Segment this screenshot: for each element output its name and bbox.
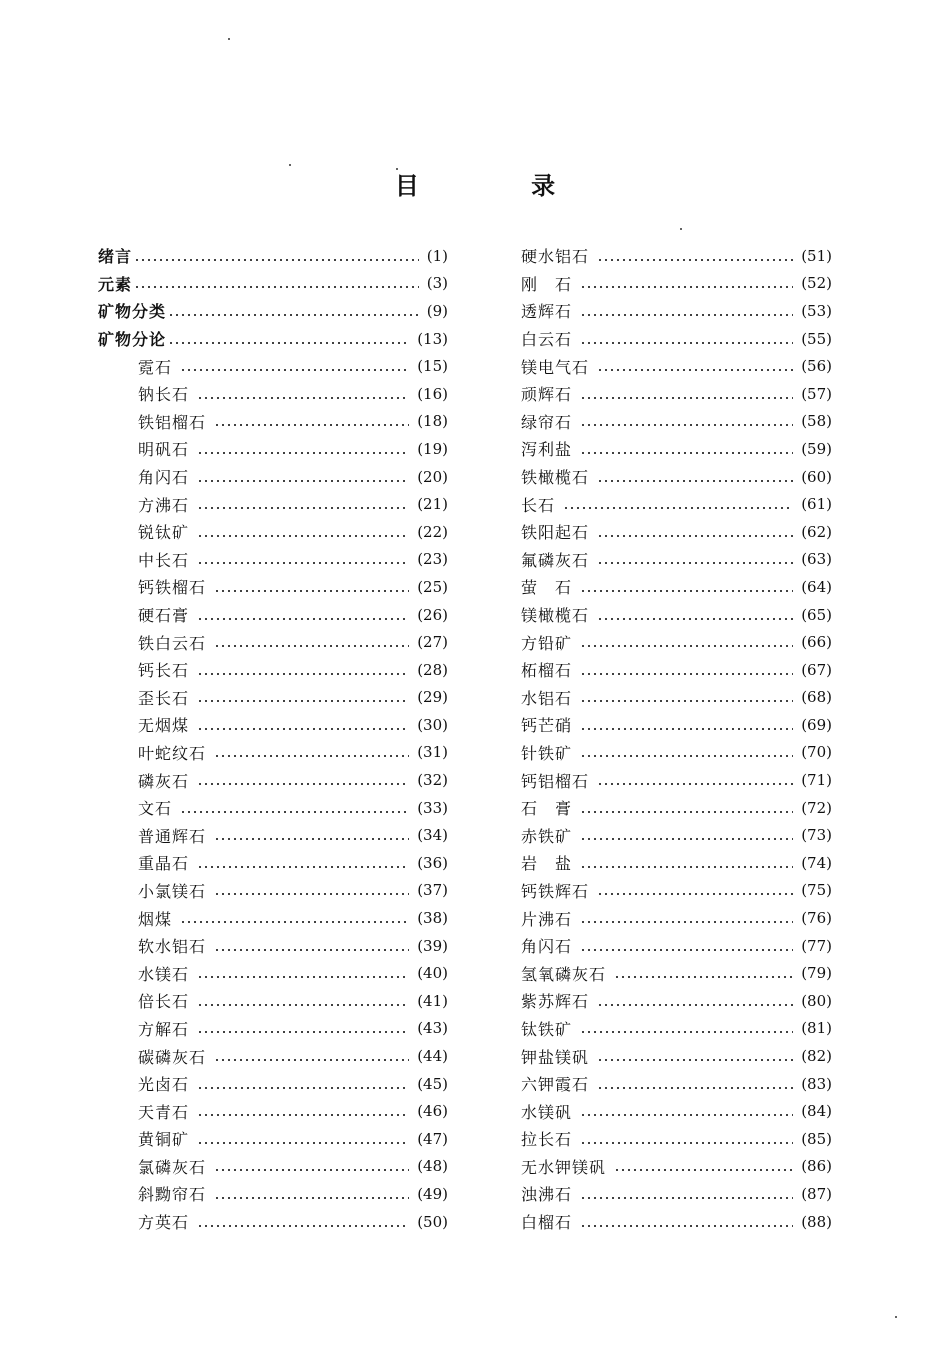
dot-leader	[580, 949, 793, 951]
toc-entry-page: (59)	[801, 439, 832, 458]
toc-entry-label: 拉长石	[521, 1130, 573, 1150]
toc-entry-label: 钛铁矿	[521, 1019, 573, 1039]
toc-entry[interactable]	[521, 877, 832, 905]
toc-entry-label: 歪长石	[138, 688, 190, 708]
toc-entry-label: 明矾石	[138, 440, 190, 460]
dot-leader	[214, 1197, 409, 1199]
dot-leader	[580, 452, 793, 454]
scan-speck	[289, 164, 291, 166]
toc-entry[interactable]	[521, 932, 832, 960]
toc-entry-page: (73)	[801, 826, 832, 845]
toc-entry-page: (33)	[417, 798, 448, 817]
toc-entry-page: (36)	[417, 853, 448, 872]
dot-leader	[580, 342, 793, 344]
dot-leader	[597, 259, 793, 261]
toc-entry[interactable]	[98, 684, 448, 712]
toc-entry-label: 氢氧磷灰石	[521, 964, 607, 984]
toc-entry-label: 铁白云石	[138, 633, 207, 653]
toc-entry[interactable]	[98, 959, 448, 987]
toc-entry-page: (77)	[801, 936, 832, 955]
toc-entry[interactable]	[521, 380, 832, 408]
toc-entry-label: 黄铜矿	[138, 1130, 190, 1150]
dot-leader	[597, 783, 793, 785]
toc-entry[interactable]	[521, 987, 832, 1015]
toc-entry-page: (15)	[417, 357, 448, 376]
toc-entry-page: (85)	[801, 1129, 832, 1148]
toc-entry[interactable]	[98, 380, 448, 408]
toc-entry-page: (32)	[417, 771, 448, 790]
toc-entry-label: 磷灰石	[138, 771, 190, 791]
dot-leader	[580, 921, 793, 923]
toc-entry-label: 斜黝帘石	[138, 1185, 207, 1205]
scan-speck	[228, 38, 230, 40]
toc-entry-page: (13)	[417, 329, 448, 348]
toc-entry-page: (71)	[801, 771, 832, 790]
toc-entry-label: 无水钾镁矾	[521, 1157, 607, 1177]
toc-entry-page: (72)	[801, 798, 832, 817]
toc-entry-label: 铁阳起石	[521, 523, 590, 543]
dot-leader	[197, 783, 409, 785]
dot-leader	[580, 673, 793, 675]
toc-entry[interactable]	[521, 1042, 832, 1070]
toc-entry[interactable]	[521, 325, 832, 353]
toc-entry[interactable]	[521, 1153, 832, 1181]
toc-entry[interactable]	[521, 739, 832, 767]
toc-entry[interactable]	[521, 1097, 832, 1125]
toc-entry[interactable]	[521, 242, 832, 270]
dot-leader	[580, 645, 793, 647]
toc-entry-label: 光卤石	[138, 1075, 190, 1095]
toc-entry[interactable]	[521, 518, 832, 546]
toc-entry[interactable]	[98, 601, 448, 629]
toc-entry-page: (84)	[801, 1102, 832, 1121]
dot-leader	[597, 1087, 793, 1089]
toc-entry-label: 钠长石	[138, 385, 190, 405]
toc-entry-page: (47)	[417, 1129, 448, 1148]
toc-entry[interactable]	[98, 1180, 448, 1208]
dot-leader	[214, 645, 409, 647]
toc-entry-page: (23)	[417, 550, 448, 569]
toc-entry-label: 元素	[98, 274, 133, 294]
toc-entry[interactable]	[521, 794, 832, 822]
toc-entry[interactable]	[98, 987, 448, 1015]
toc-entry[interactable]	[521, 656, 832, 684]
toc-entry-label: 绿帘石	[521, 412, 573, 432]
toc-entry-label: 镁橄榄石	[521, 606, 590, 626]
toc-entry-label: 烟煤	[138, 909, 173, 929]
dot-leader	[614, 1169, 793, 1171]
dot-leader	[580, 700, 793, 702]
toc-entry[interactable]	[98, 877, 448, 905]
dot-leader	[580, 424, 793, 426]
scan-speck	[895, 1316, 897, 1318]
toc-entry-page: (68)	[801, 688, 832, 707]
dot-leader	[168, 342, 409, 344]
dot-leader	[197, 1225, 409, 1227]
toc-entry[interactable]	[98, 297, 448, 325]
toc-entry-page: (87)	[801, 1184, 832, 1203]
toc-entry[interactable]	[521, 546, 832, 574]
toc-entry[interactable]	[98, 904, 448, 932]
dot-leader	[597, 618, 793, 620]
dot-leader	[197, 1004, 409, 1006]
toc-entry-page: (65)	[801, 605, 832, 624]
toc-entry[interactable]	[98, 490, 448, 518]
toc-entry-page: (44)	[417, 1047, 448, 1066]
dot-leader	[197, 562, 409, 564]
toc-entry[interactable]	[98, 1070, 448, 1098]
toc-entry[interactable]	[98, 352, 448, 380]
scan-speck	[680, 228, 682, 230]
dot-leader	[214, 838, 409, 840]
toc-entry-page: (88)	[801, 1212, 832, 1231]
toc-entry[interactable]	[98, 1097, 448, 1125]
toc-entry[interactable]	[98, 794, 448, 822]
toc-entry[interactable]	[521, 849, 832, 877]
toc-entry-page: (27)	[417, 633, 448, 652]
toc-entry-label: 碳磷灰石	[138, 1047, 207, 1067]
dot-leader	[597, 1004, 793, 1006]
toc-entry-page: (56)	[801, 357, 832, 376]
dot-leader	[197, 866, 409, 868]
toc-entry-page: (81)	[801, 1019, 832, 1038]
toc-entry-label: 钙芒硝	[521, 716, 573, 736]
toc-entry-label: 天青石	[138, 1102, 190, 1122]
dot-leader	[580, 838, 793, 840]
toc-entry[interactable]	[98, 435, 448, 463]
dot-leader	[197, 397, 409, 399]
toc-entry-page: (74)	[801, 853, 832, 872]
toc-entry[interactable]	[98, 1208, 448, 1236]
toc-entry-label: 针铁矿	[521, 743, 573, 763]
toc-entry[interactable]	[98, 242, 448, 270]
dot-leader	[580, 397, 793, 399]
dot-leader	[197, 507, 409, 509]
toc-entry[interactable]	[521, 628, 832, 656]
dot-leader	[580, 286, 793, 288]
toc-entry-label: 钙铁榴石	[138, 578, 207, 598]
toc-entry-label: 六钾霞石	[521, 1075, 590, 1095]
toc-entry[interactable]	[521, 408, 832, 436]
dot-leader	[197, 1114, 409, 1116]
dot-leader	[580, 866, 793, 868]
toc-entry[interactable]	[521, 435, 832, 463]
dot-leader	[214, 893, 409, 895]
toc-entry[interactable]	[521, 1125, 832, 1153]
toc-entry-label: 刚 石	[521, 274, 573, 294]
toc-entry-page: (80)	[801, 991, 832, 1010]
dot-leader	[197, 1142, 409, 1144]
toc-entry-page: (61)	[801, 495, 832, 514]
toc-entry-page: (79)	[801, 964, 832, 983]
toc-right-column	[521, 242, 832, 1235]
toc-entry-label: 镁电气石	[521, 357, 590, 377]
toc-entry[interactable]	[521, 490, 832, 518]
toc-entry-page: (50)	[417, 1212, 448, 1231]
toc-entry[interactable]	[521, 601, 832, 629]
toc-entry-page: (38)	[417, 909, 448, 928]
toc-entry-label: 钙铁辉石	[521, 881, 590, 901]
toc-entry[interactable]	[98, 656, 448, 684]
toc-entry-page: (20)	[417, 467, 448, 486]
toc-entry-page: (21)	[417, 495, 448, 514]
toc-entry-page: (41)	[417, 991, 448, 1010]
dot-leader	[580, 314, 793, 316]
dot-leader	[597, 1059, 793, 1061]
toc-entry[interactable]	[521, 463, 832, 491]
toc-entry[interactable]	[98, 1125, 448, 1153]
toc-left-column	[98, 242, 448, 1235]
toc-entry-page: (57)	[801, 384, 832, 403]
toc-entry-page: (70)	[801, 743, 832, 762]
dot-leader	[580, 728, 793, 730]
toc-entry-label: 角闪石	[521, 937, 573, 957]
toc-entry-label: 泻利盐	[521, 440, 573, 460]
toc-entry-label: 白云石	[521, 330, 573, 350]
toc-entry-label: 方铅矿	[521, 633, 573, 653]
toc-entry[interactable]	[521, 959, 832, 987]
toc-entry-page: (40)	[417, 964, 448, 983]
toc-entry-page: (43)	[417, 1019, 448, 1038]
toc-entry-page: (48)	[417, 1157, 448, 1176]
dot-leader	[214, 1169, 409, 1171]
toc-entry-page: (66)	[801, 633, 832, 652]
dot-leader	[197, 1087, 409, 1089]
toc-entry[interactable]	[98, 1015, 448, 1043]
toc-entry[interactable]	[98, 573, 448, 601]
toc-entry-page: (34)	[417, 826, 448, 845]
toc-entry-label: 普通辉石	[138, 826, 207, 846]
dot-leader	[197, 700, 409, 702]
toc-entry-label: 矿物分类	[98, 302, 167, 322]
toc-entry-label: 氯磷灰石	[138, 1157, 207, 1177]
toc-entry[interactable]	[98, 463, 448, 491]
dot-leader	[180, 921, 409, 923]
toc-entry[interactable]	[521, 352, 832, 380]
toc-entry-label: 片沸石	[521, 909, 573, 929]
toc-entry-page: (29)	[417, 688, 448, 707]
toc-entry-label: 小氯镁石	[138, 881, 207, 901]
dot-leader	[214, 424, 409, 426]
dot-leader	[134, 259, 419, 261]
toc-entry-page: (49)	[417, 1184, 448, 1203]
toc-entry-label: 水铝石	[521, 688, 573, 708]
dot-leader	[214, 755, 409, 757]
toc-entry-page: (26)	[417, 605, 448, 624]
toc-entry[interactable]	[98, 821, 448, 849]
toc-entry-page: (76)	[801, 909, 832, 928]
toc-entry-label: 绪言	[98, 247, 133, 267]
toc-entry-page: (63)	[801, 550, 832, 569]
toc-entry-label: 长石	[521, 495, 556, 515]
toc-entry-label: 软水铝石	[138, 937, 207, 957]
dot-leader	[214, 949, 409, 951]
page-title: 目 录	[394, 172, 608, 200]
toc-entry-label: 岩 盐	[521, 854, 573, 874]
toc-entry[interactable]	[521, 684, 832, 712]
dot-leader	[580, 811, 793, 813]
toc-entry-page: (46)	[417, 1102, 448, 1121]
dot-leader	[197, 452, 409, 454]
dot-leader	[614, 976, 793, 978]
toc-entry[interactable]	[521, 1208, 832, 1236]
toc-entry-label: 叶蛇纹石	[138, 743, 207, 763]
dot-leader	[214, 590, 409, 592]
toc-entry-label: 水镁矾	[521, 1102, 573, 1122]
toc-entry[interactable]	[98, 325, 448, 353]
toc-entry-label: 萤 石	[521, 578, 573, 598]
dot-leader	[597, 562, 793, 564]
toc-entry-label: 白榴石	[521, 1213, 573, 1233]
dot-leader	[197, 728, 409, 730]
toc-entry[interactable]	[521, 766, 832, 794]
toc-entry[interactable]	[521, 821, 832, 849]
dot-leader	[580, 1114, 793, 1116]
dot-leader	[597, 535, 793, 537]
toc-entry-page: (83)	[801, 1074, 832, 1093]
toc-entry-label: 方沸石	[138, 495, 190, 515]
toc-entry-label: 霓石	[138, 357, 173, 377]
toc-entry[interactable]	[521, 1015, 832, 1043]
dot-leader	[580, 1031, 793, 1033]
toc-entry[interactable]	[521, 573, 832, 601]
toc-entry[interactable]	[98, 849, 448, 877]
toc-entry-page: (67)	[801, 660, 832, 679]
toc-entry-label: 浊沸石	[521, 1185, 573, 1205]
toc-entry[interactable]	[98, 1153, 448, 1181]
toc-entry-label: 矿物分论	[98, 330, 167, 350]
toc-entry[interactable]	[521, 711, 832, 739]
dot-leader	[580, 755, 793, 757]
toc-entry[interactable]	[521, 297, 832, 325]
toc-entry-page: (75)	[801, 881, 832, 900]
toc-entry-label: 钙长石	[138, 661, 190, 681]
dot-leader	[597, 480, 793, 482]
toc-entry-page: (37)	[417, 881, 448, 900]
toc-entry-label: 钾盐镁矾	[521, 1047, 590, 1067]
dot-leader	[197, 673, 409, 675]
toc-entry-page: (82)	[801, 1047, 832, 1066]
toc-entry[interactable]	[98, 518, 448, 546]
toc-entry-page: (19)	[417, 439, 448, 458]
toc-entry-label: 硬水铝石	[521, 247, 590, 267]
dot-leader	[197, 480, 409, 482]
toc-entry-label: 顽辉石	[521, 385, 573, 405]
toc-entry[interactable]	[98, 546, 448, 574]
toc-entry[interactable]	[98, 932, 448, 960]
toc-entry[interactable]	[98, 766, 448, 794]
toc-entry-page: (51)	[801, 246, 832, 265]
toc-entry-page: (69)	[801, 715, 832, 734]
toc-entry-label: 方英石	[138, 1213, 190, 1233]
toc-entry-label: 水镁石	[138, 964, 190, 984]
toc-entry-label: 锐钛矿	[138, 523, 190, 543]
toc-entry[interactable]	[98, 1042, 448, 1070]
toc-entry-label: 角闪石	[138, 468, 190, 488]
dot-leader	[134, 286, 419, 288]
dot-leader	[580, 1225, 793, 1227]
toc-entry-label: 紫苏辉石	[521, 992, 590, 1012]
toc-entry-page: (9)	[426, 301, 448, 320]
toc-entry-label: 透辉石	[521, 302, 573, 322]
toc-entry-label: 柘榴石	[521, 661, 573, 681]
toc-entry-page: (39)	[417, 936, 448, 955]
toc-entry-page: (58)	[801, 412, 832, 431]
toc-entry-page: (52)	[801, 274, 832, 293]
dot-leader	[180, 369, 409, 371]
toc-entry-page: (53)	[801, 301, 832, 320]
dot-leader	[180, 811, 409, 813]
toc-entry-page: (55)	[801, 329, 832, 348]
toc-entry[interactable]	[521, 270, 832, 298]
toc-entry-page: (45)	[417, 1074, 448, 1093]
dot-leader	[197, 1031, 409, 1033]
toc-entry-label: 文石	[138, 799, 173, 819]
toc-entry-page: (22)	[417, 522, 448, 541]
toc-entry-label: 石 膏	[521, 799, 573, 819]
dot-leader	[597, 369, 793, 371]
dot-leader	[563, 507, 793, 509]
dot-leader	[197, 618, 409, 620]
toc-entry-page: (30)	[417, 715, 448, 734]
toc-entry-label: 倍长石	[138, 992, 190, 1012]
toc-entry-label: 重晶石	[138, 854, 190, 874]
dot-leader	[580, 1142, 793, 1144]
toc-entry-page: (3)	[426, 274, 448, 293]
toc-entry-label: 铁铝榴石	[138, 412, 207, 432]
toc-entry-label: 铁橄榄石	[521, 468, 590, 488]
toc-entry[interactable]	[521, 1180, 832, 1208]
dot-leader	[580, 1197, 793, 1199]
toc-entry-page: (60)	[801, 467, 832, 486]
toc-entry[interactable]	[521, 904, 832, 932]
toc-entry-page: (25)	[417, 577, 448, 596]
toc-entry-label: 中长石	[138, 550, 190, 570]
toc-entry-label: 硬石膏	[138, 606, 190, 626]
toc-entry-label: 无烟煤	[138, 716, 190, 736]
toc-entry[interactable]	[98, 628, 448, 656]
toc-entry-page: (86)	[801, 1157, 832, 1176]
toc-entry-label: 钙铝榴石	[521, 771, 590, 791]
dot-leader	[597, 893, 793, 895]
toc-entry-label: 赤铁矿	[521, 826, 573, 846]
dot-leader	[168, 314, 419, 316]
toc-entry-page: (31)	[417, 743, 448, 762]
toc-entry-page: (18)	[417, 412, 448, 431]
toc-entry-page: (16)	[417, 384, 448, 403]
toc-entry-page: (62)	[801, 522, 832, 541]
dot-leader	[197, 976, 409, 978]
toc-entry[interactable]	[98, 408, 448, 436]
toc-entry[interactable]	[521, 1070, 832, 1098]
toc-entry-page: (28)	[417, 660, 448, 679]
toc-entry[interactable]	[98, 711, 448, 739]
toc-entry[interactable]	[98, 270, 448, 298]
toc-entry-label: 方解石	[138, 1019, 190, 1039]
toc-entry-label: 氟磷灰石	[521, 550, 590, 570]
dot-leader	[214, 1059, 409, 1061]
toc-entry-page: (1)	[426, 246, 448, 265]
dot-leader	[197, 535, 409, 537]
toc-entry[interactable]	[98, 739, 448, 767]
dot-leader	[580, 590, 793, 592]
toc-entry-page: (64)	[801, 577, 832, 596]
